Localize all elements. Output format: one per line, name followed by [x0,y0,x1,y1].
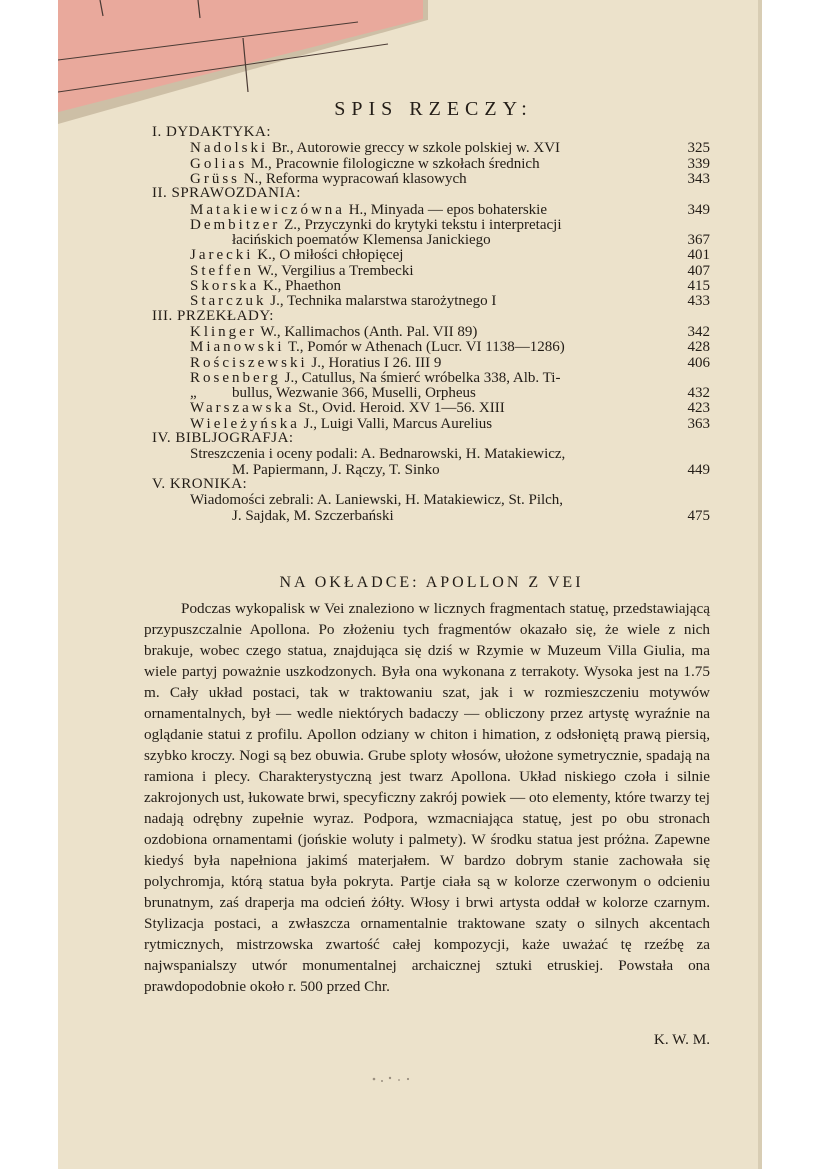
toc-entry-page: 339 [687,155,710,172]
toc-entry-title: W., Kallimachos (Anth. Pal. VII 89) [256,323,478,340]
toc-entry-title: M. Papiermann, J. Rączy, T. Sinko [232,461,440,478]
cover-title: NA OKŁADCE: APOLLON Z VEI [279,574,584,591]
toc-entry-title: J., Technika malarstwa starożytnego I [266,293,497,310]
toc-entry-title: Wiadomości zebrali: A. Laniewski, H. Matakiewicz, St. Pilch, [190,492,564,509]
toc-entry-author: Wieleżyńska [190,415,300,432]
signature: K. W. M. [653,1031,710,1048]
toc-entry-title: Br., Autorowie greccy w szkole polskiej w. XVI [268,140,561,157]
toc-entry-page: 406 [687,354,710,371]
toc-entry-author: Mianowski [190,339,285,356]
toc-entry-author: Rościszewski [190,354,308,371]
toc-entry-page: 432 [687,385,710,402]
section-heading: II. SPRAWOZDANIA: [152,185,301,202]
toc-entry-page: 343 [687,170,710,187]
toc-entry-page: 475 [687,507,710,524]
toc-entry-title: J., Luigi Valli, Marcus Aurelius [299,415,493,432]
toc-entry-title: Z., Przyczynki do krytyki tekstu i interpretacji [280,216,562,233]
toc-entry-author: Grüss [190,170,241,187]
cover-description: Podczas wykopalisk w Vei znaleziono w licznych fragmentach statuę, przedstawiającą przypuszczalnie Apollona. Po złożeniu tych fragmentów okazało się, że wiele z nich brakuje, wobec czego statua, znajdująca się dziś w Rzymie w Muzeum Villa Giulia, ma wiele partyj poważnie uszkodzonych. Była ona wykonana z terrakoty. Wysoka jest na 1.75 m. Cały układ postaci, tak w traktowaniu szat, jak i w rozmieszczeniu motywów ornamentalnych, był — wedle niektórych badaczy — obliczony przez artystę wyraźnie na oglądanie statui z profilu. Apollon odziany w chiton i himation, z odsłoniętą prawą piersią, szybko kroczy. Nogi są bez obuwia. Grube sploty włosów, ułożone symetrycznie, spadają na ramiona i plecy. Charakterystyczną jest twarz Apollona. Układ niskiego czoła i silnie zakrojonych ust, łukowate brwi, specyficzny zakrój powiek — oto elementy, które twarzy tej nadają odrębny zupełnie wyraz. Podpora, wzmacniająca statuę, jest po obu stronach ozdobiona ornamentami (jońskie woluty i palmety). W środku statua jest próżna. Zapewne kiedyś była napełniona jakimś materjałem. W bardzo dobrym stanie zachowała się polychromja, którą statua była pokryta. Partje ciała są w kolorze czerwonym o odcieniu brunatnym, zaś draperja ma odcień żółty. Włosy i brwi artysta oddał w kolorze czarnym. Stylizacja postaci, a zwłaszcza ornamentalnie traktowane szaty o silnych akcentach rytmicznych, mistrzowska zwartość całej kompozycji, każe uważać tę rzeźbę za najwspanialszy utwór monumentalnej archaicznej sztuki etruskiej. Powstała ona prawdopodobnie około r. 500 przed Chr. [144,600,710,995]
toc-entry-author: Nadolski [190,140,269,157]
section-heading: III. PRZEKŁADY: [152,307,274,324]
toc-entry-author: Starczuk [190,293,267,310]
toc-entry-title: J., Catullus, Na śmierć wróbelka 338, Alb. Ti- [280,369,561,386]
toc-entry [232,461,710,479]
toc-entry-page: 363 [687,415,710,432]
section-heading: IV. BIBLJOGRAFJA: [152,430,294,446]
toc-entry-page: 423 [687,400,710,417]
toc-entry-author: Steffen [190,262,255,279]
toc-entry-page: 428 [687,339,710,356]
toc-entry-title: T., Pomór w Athenach (Lucr. VI 1138—1286) [284,339,565,356]
toc-entry-title: łacińskich poematów Klemensa Janickiego [232,232,491,249]
toc-entry-page: 407 [687,262,710,279]
toc-entry-title: bullus, Wezwanie 366, Muselli, Orpheus [232,385,476,402]
toc-entry-title: St., Ovid. Heroid. XV 1—56. XIII [294,400,505,417]
toc-entry-page: 433 [687,293,710,310]
toc-entry-author: Skorska [190,278,260,294]
toc-entry-page: 449 [687,461,710,478]
toc-entry-page: 342 [687,323,710,340]
toc-entry-page: 349 [687,201,710,218]
toc-entry-title: Streszczenia i oceny podali: A. Bednarowski, H. Matakiewicz, [190,446,566,463]
toc-entry-title: W., Vergilius a Trembecki [254,262,414,279]
toc-entry-title: M., Pracownie filologiczne w szkołach średnich [247,155,540,172]
ditto-mark: „ [190,385,197,402]
ink-smudge [364,1072,424,1086]
toc-entry-title: K., Phaethon [259,278,342,294]
section-heading: I. DYDAKTYKA: [152,124,271,140]
toc-entry-author: Klinger [190,323,257,340]
toc-entry-author: Golias [190,155,248,172]
toc-entry-author: Jarecki [190,247,254,264]
toc-entry-page: 401 [687,247,710,264]
toc-entry-title: J., Horatius I 26. III 9 [307,354,442,371]
toc-entry-title: N., Reforma wypracowań klasowych [240,170,467,187]
toc-entry-page: 325 [687,140,710,157]
toc-entry-text [232,507,394,525]
toc-title: SPIS RZECZY: [334,98,533,120]
toc-entry-title: K., O miłości chłopięcej [253,247,404,264]
toc-entry-page: 367 [687,232,710,249]
toc-entry-author: Dembitzer [190,216,281,233]
toc-entry-author: Matakiewiczówna [190,201,345,218]
toc-entry-text [232,461,440,479]
toc-entry-title: H., Minyada — epos bohaterskie [344,201,547,218]
section-heading: V. KRONIKA: [152,475,248,492]
toc-entry-page: 415 [687,278,710,294]
toc-entry-title: J. Sajdak, M. Szczerbański [232,507,394,524]
toc-entry [232,507,710,525]
toc-entry-author: Warszawska [190,400,295,417]
toc-entry-author: Rosenberg [190,369,281,386]
